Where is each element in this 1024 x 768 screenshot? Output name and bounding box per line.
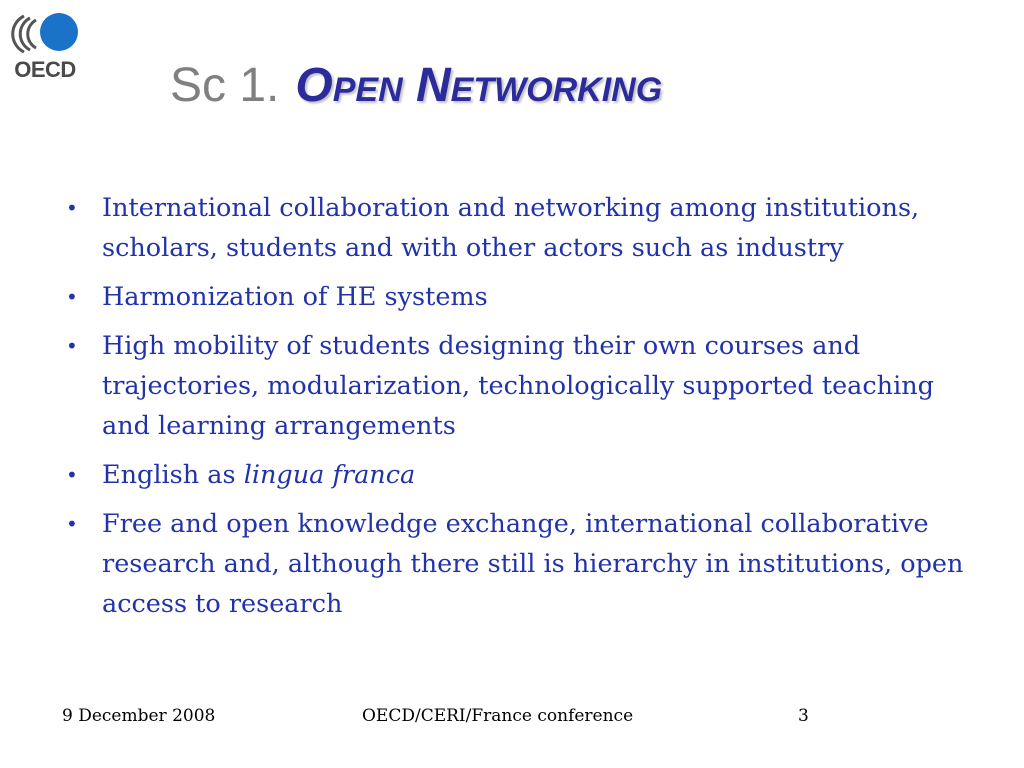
- bullet-icon: •: [66, 512, 78, 536]
- list-item: [66, 277, 986, 317]
- bullet-text-italic: lingua franca: [243, 460, 416, 490]
- bullet-icon: •: [66, 285, 78, 309]
- bullet-icon: •: [66, 463, 78, 487]
- title-main: Open Networking: [295, 59, 663, 112]
- bullet-text: Free and open knowledge exchange, international collaborative research and, although there still is hierarchy in institutions, open access to research: [102, 509, 964, 619]
- bullet-text: English as: [102, 460, 244, 490]
- bullet-list: [66, 188, 986, 633]
- bullet-text: International collaboration and networking among institutions, scholars, students and with other actors such as industry: [102, 193, 920, 263]
- bullet-icon: •: [66, 334, 78, 358]
- list-item: [66, 504, 986, 624]
- bullet-text: High mobility of students designing their own courses and trajectories, modularization, technologically supported teaching and learning arrangements: [102, 331, 934, 441]
- list-item: [66, 188, 986, 268]
- list-item: [66, 326, 986, 446]
- title-prefix: Sc 1.: [170, 59, 280, 112]
- bullet-icon: •: [66, 196, 78, 220]
- list-item: [66, 455, 986, 495]
- bullet-text: Harmonization of HE systems: [102, 282, 488, 312]
- logo-text: OECD: [14, 57, 76, 82]
- footer-conference: OECD/CERI/France conference: [362, 706, 634, 726]
- page-title: [170, 59, 663, 112]
- footer-page-number: 3: [798, 706, 809, 726]
- footer-date: 9 December 2008: [62, 706, 216, 726]
- oecd-logo: [10, 10, 80, 82]
- oecd-logo-icon: [10, 10, 80, 60]
